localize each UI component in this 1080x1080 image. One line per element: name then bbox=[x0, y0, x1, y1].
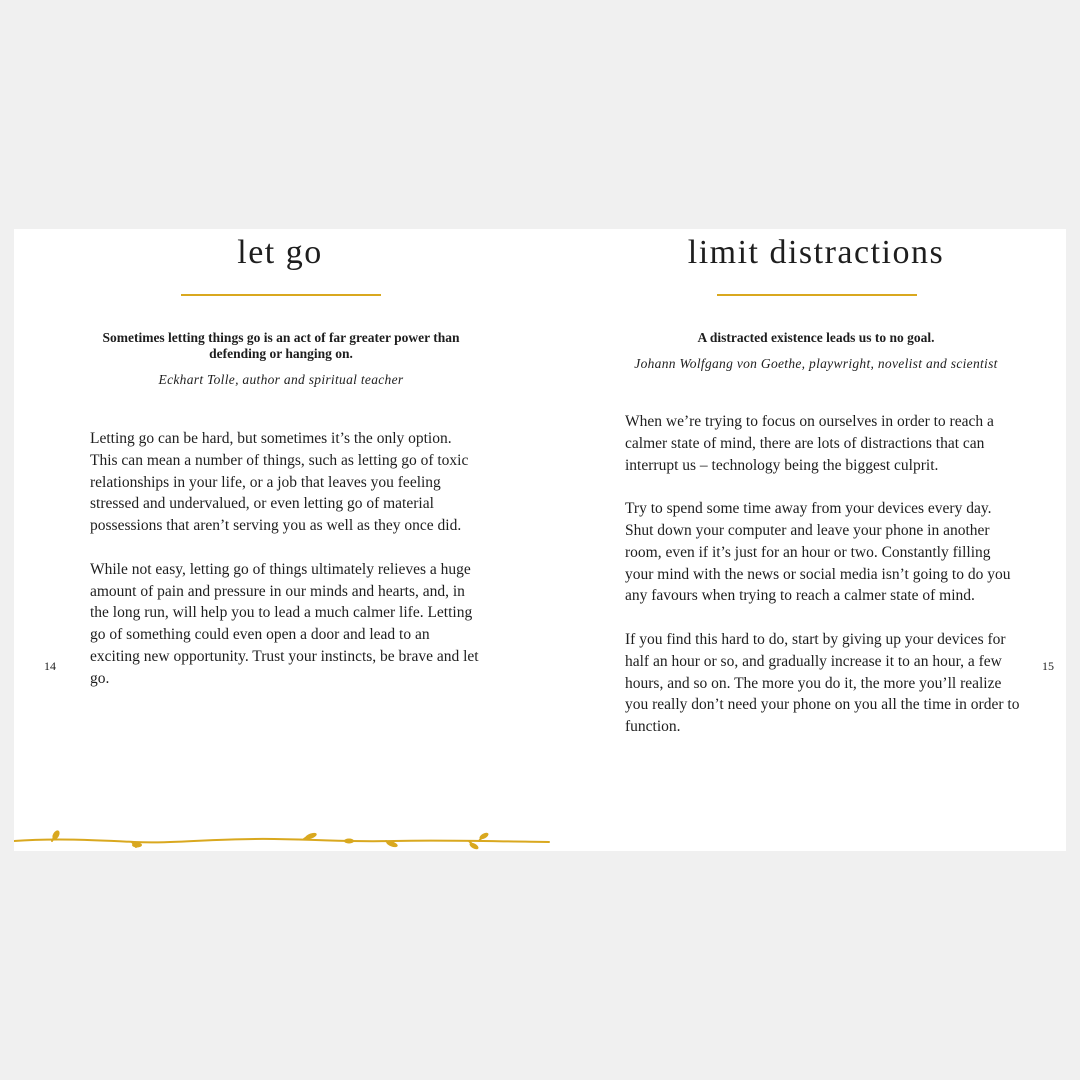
left-page bbox=[14, 229, 540, 851]
page-number: 14 bbox=[44, 659, 56, 673]
page-number: 15 bbox=[1042, 659, 1054, 673]
vine-icon bbox=[14, 829, 550, 851]
body-text bbox=[90, 428, 482, 711]
epigraph-attribution: Eckhart Tolle, author and spiritual teacher bbox=[158, 372, 404, 387]
title-underline bbox=[717, 294, 917, 296]
paragraph: Letting go can be hard, but sometimes it’s the only option. This can mean a number of things, such as letting go of toxic relationships in your life, or a job that leaves you feeling stressed and undervalued, or even letting go of material possessions that aren’t serving you as well as they once did. bbox=[90, 430, 469, 535]
epigraph-quote: Sometimes letting things go is an act of far greater power than defending or hanging on. bbox=[102, 330, 460, 361]
book-spread bbox=[14, 229, 1066, 851]
page-title: limit distractions bbox=[687, 234, 945, 271]
paragraph: When we’re trying to focus on ourselves in order to reach a calmer state of mind, there are lots of distractions that can interrupt us – technology being the biggest culprit. bbox=[625, 413, 994, 474]
body-text bbox=[625, 411, 1021, 760]
right-page bbox=[540, 229, 1066, 851]
paragraph: While not easy, letting go of things ultimately relieves a huge amount of pain and pressure in our minds and hearts, and, in the long run, will help you to lead a much calmer life. Letting go of something could even open a door and lead to an exciting new opportunity. Trust your instincts, be brave and let go. bbox=[90, 560, 479, 687]
page-title: let go bbox=[237, 234, 323, 271]
paragraph: Try to spend some time away from your devices every day. Shut down your computer and leave your phone in another room, even if it’s just for an hour or two. Constantly filling your mind with the news or social media isn’t going to do you any favours when trying to reach a calmer state of mind. bbox=[625, 500, 1011, 605]
epigraph-quote: A distracted existence leads us to no goal. bbox=[697, 330, 935, 345]
title-underline bbox=[181, 294, 381, 296]
paragraph: If you find this hard to do, start by giving up your devices for half an hour or so, and gradually increase it to an hour, a few hours, and so on. The more you do it, the more you’ll realize you really don’t need your phone on you all the time in order to function. bbox=[625, 630, 1020, 736]
epigraph-attribution: Johann Wolfgang von Goethe, playwright, novelist and scientist bbox=[634, 356, 998, 371]
